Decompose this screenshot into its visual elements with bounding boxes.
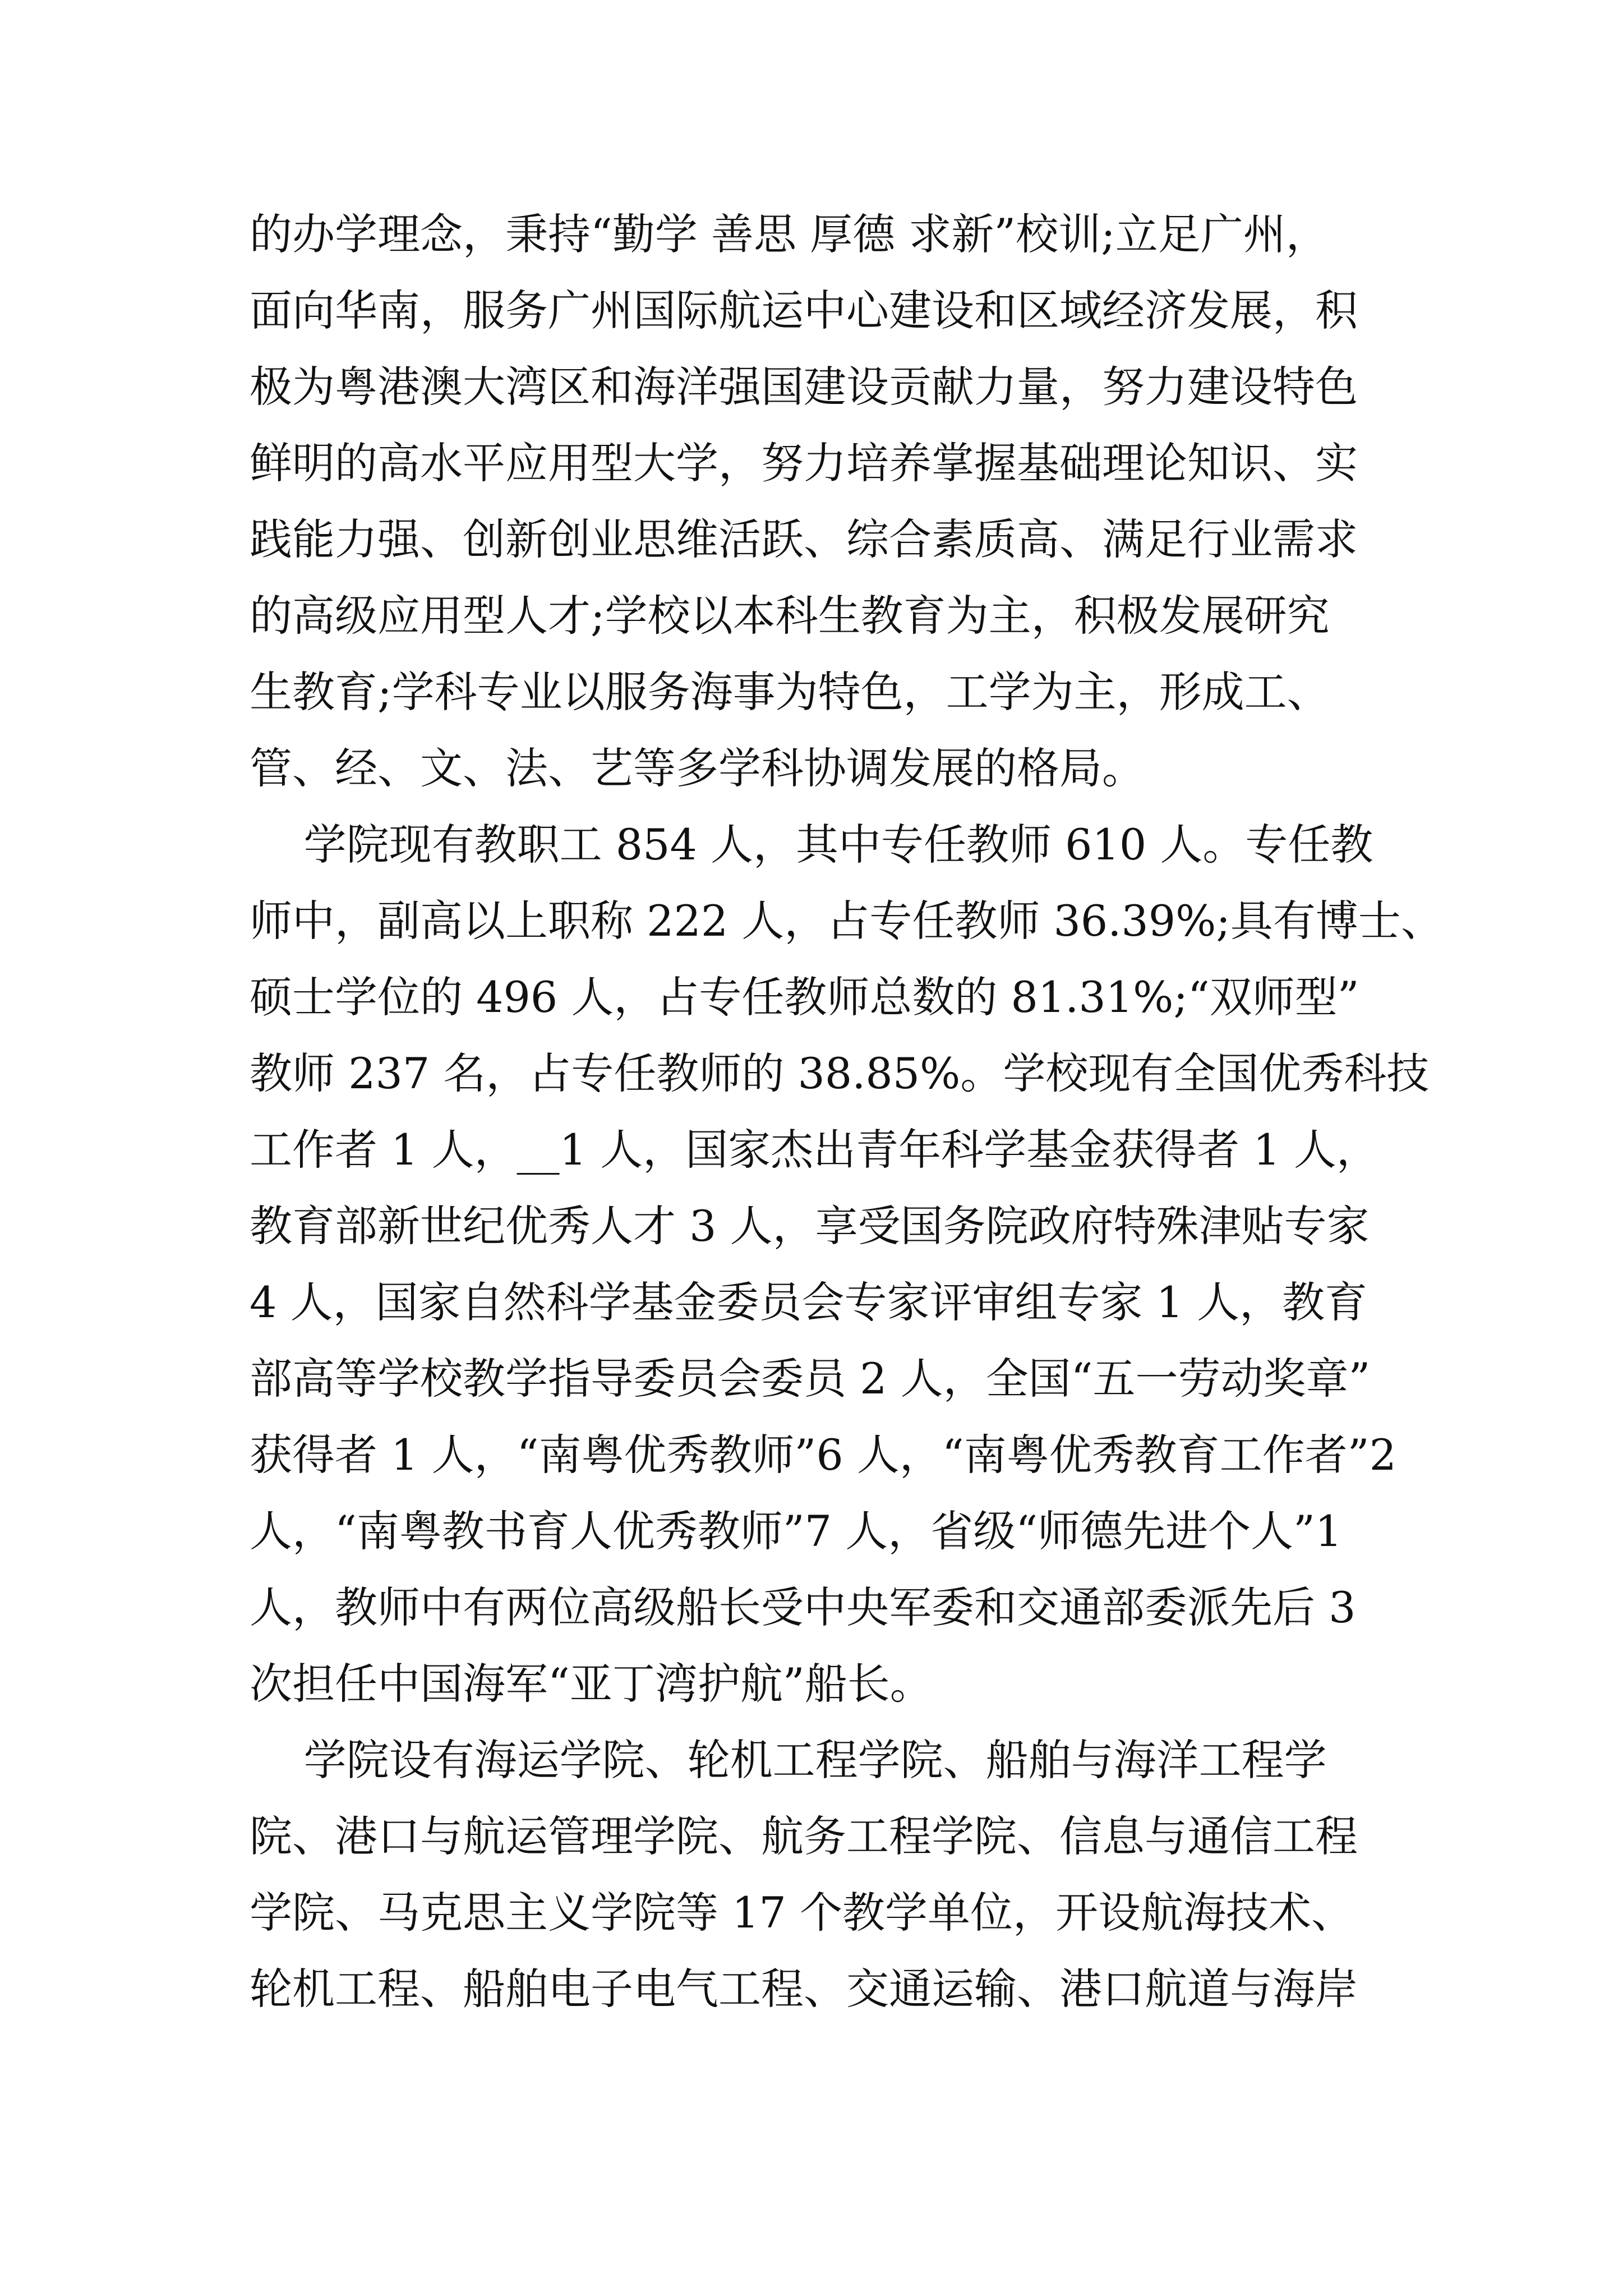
- text-line: 轮机工程、船舶电子电气工程、交通运输、港口航道与海岸: [250, 1964, 1358, 2014]
- body-text: [250, 196, 1450, 2027]
- text-line: 教育部新世纪优秀人才 3 人，享受国务院政府特殊津贴专家: [250, 1201, 1370, 1251]
- text-line: 4 人，国家自然科学基金委员会专家评审组专家 1 人，教育: [250, 1277, 1368, 1327]
- text-line: 院、港口与航运管理学院、航务工程学院、信息与通信工程: [250, 1811, 1358, 1861]
- text-line: 部高等学校教学指导委员会委员 2 人，全国“五一劳动奖章”: [250, 1354, 1371, 1404]
- text-line: 学院现有教职工 854 人，其中专任教师 610 人。专任教: [250, 820, 1373, 869]
- text-line: 管、经、文、法、艺等多学科协调发展的格局。: [250, 743, 1145, 793]
- text-line: 获得者 1 人，“南粤优秀教师”6 人，“南粤优秀教育工作者”2: [250, 1430, 1396, 1480]
- text-line: 极为粤港澳大湾区和海洋强国建设贡献力量，努力建设特色: [250, 362, 1358, 412]
- text-line: 学院设有海运学院、轮机工程学院、船舶与海洋工程学: [250, 1735, 1327, 1785]
- text-line: 面向华南，服务广州国际航运中心建设和区域经济发展，积: [250, 286, 1358, 335]
- text-line: 生教育;学科专业以服务海事为特色，工学为主，形成工、: [250, 667, 1330, 717]
- text-line: 学院、马克思主义学院等 17 个教学单位，开设航海技术、: [250, 1888, 1354, 1938]
- text-line: 践能力强、创新创业思维活跃、综合素质高、满足行业需求: [250, 514, 1358, 564]
- text-line: 的高级应用型人才;学校以本科生教育为主，积极发展研究: [250, 591, 1330, 641]
- text-line: 的办学理念，秉持“勤学 善思 厚德 求新”校训;立足广州，: [250, 209, 1329, 259]
- text-line: 硕士学位的 496 人，占专任教师总数的 81.31%;“双师型”: [250, 972, 1359, 1022]
- text-line: 次担任中国海军“亚丁湾护航”船长。: [250, 1659, 933, 1709]
- text-line: 工作者 1 人，__1 人，国家杰出青年科学基金获得者 1 人，: [250, 1125, 1379, 1175]
- text-line: 人，“南粤教书育人优秀教师”7 人，省级“师德先进个人”1: [250, 1506, 1343, 1556]
- text-line: 人，教师中有两位高级船长受中央军委和交通部委派先后 3: [250, 1582, 1356, 1632]
- text-line: 鲜明的高水平应用型大学，努力培养掌握基础理论知识、实: [250, 438, 1358, 488]
- text-line: 师中，副高以上职称 222 人，占专任教师 36.39%;具有博士、: [250, 896, 1444, 946]
- text-line: 教师 237 名，占专任教师的 38.85%。学校现有全国优秀科技: [250, 1048, 1430, 1098]
